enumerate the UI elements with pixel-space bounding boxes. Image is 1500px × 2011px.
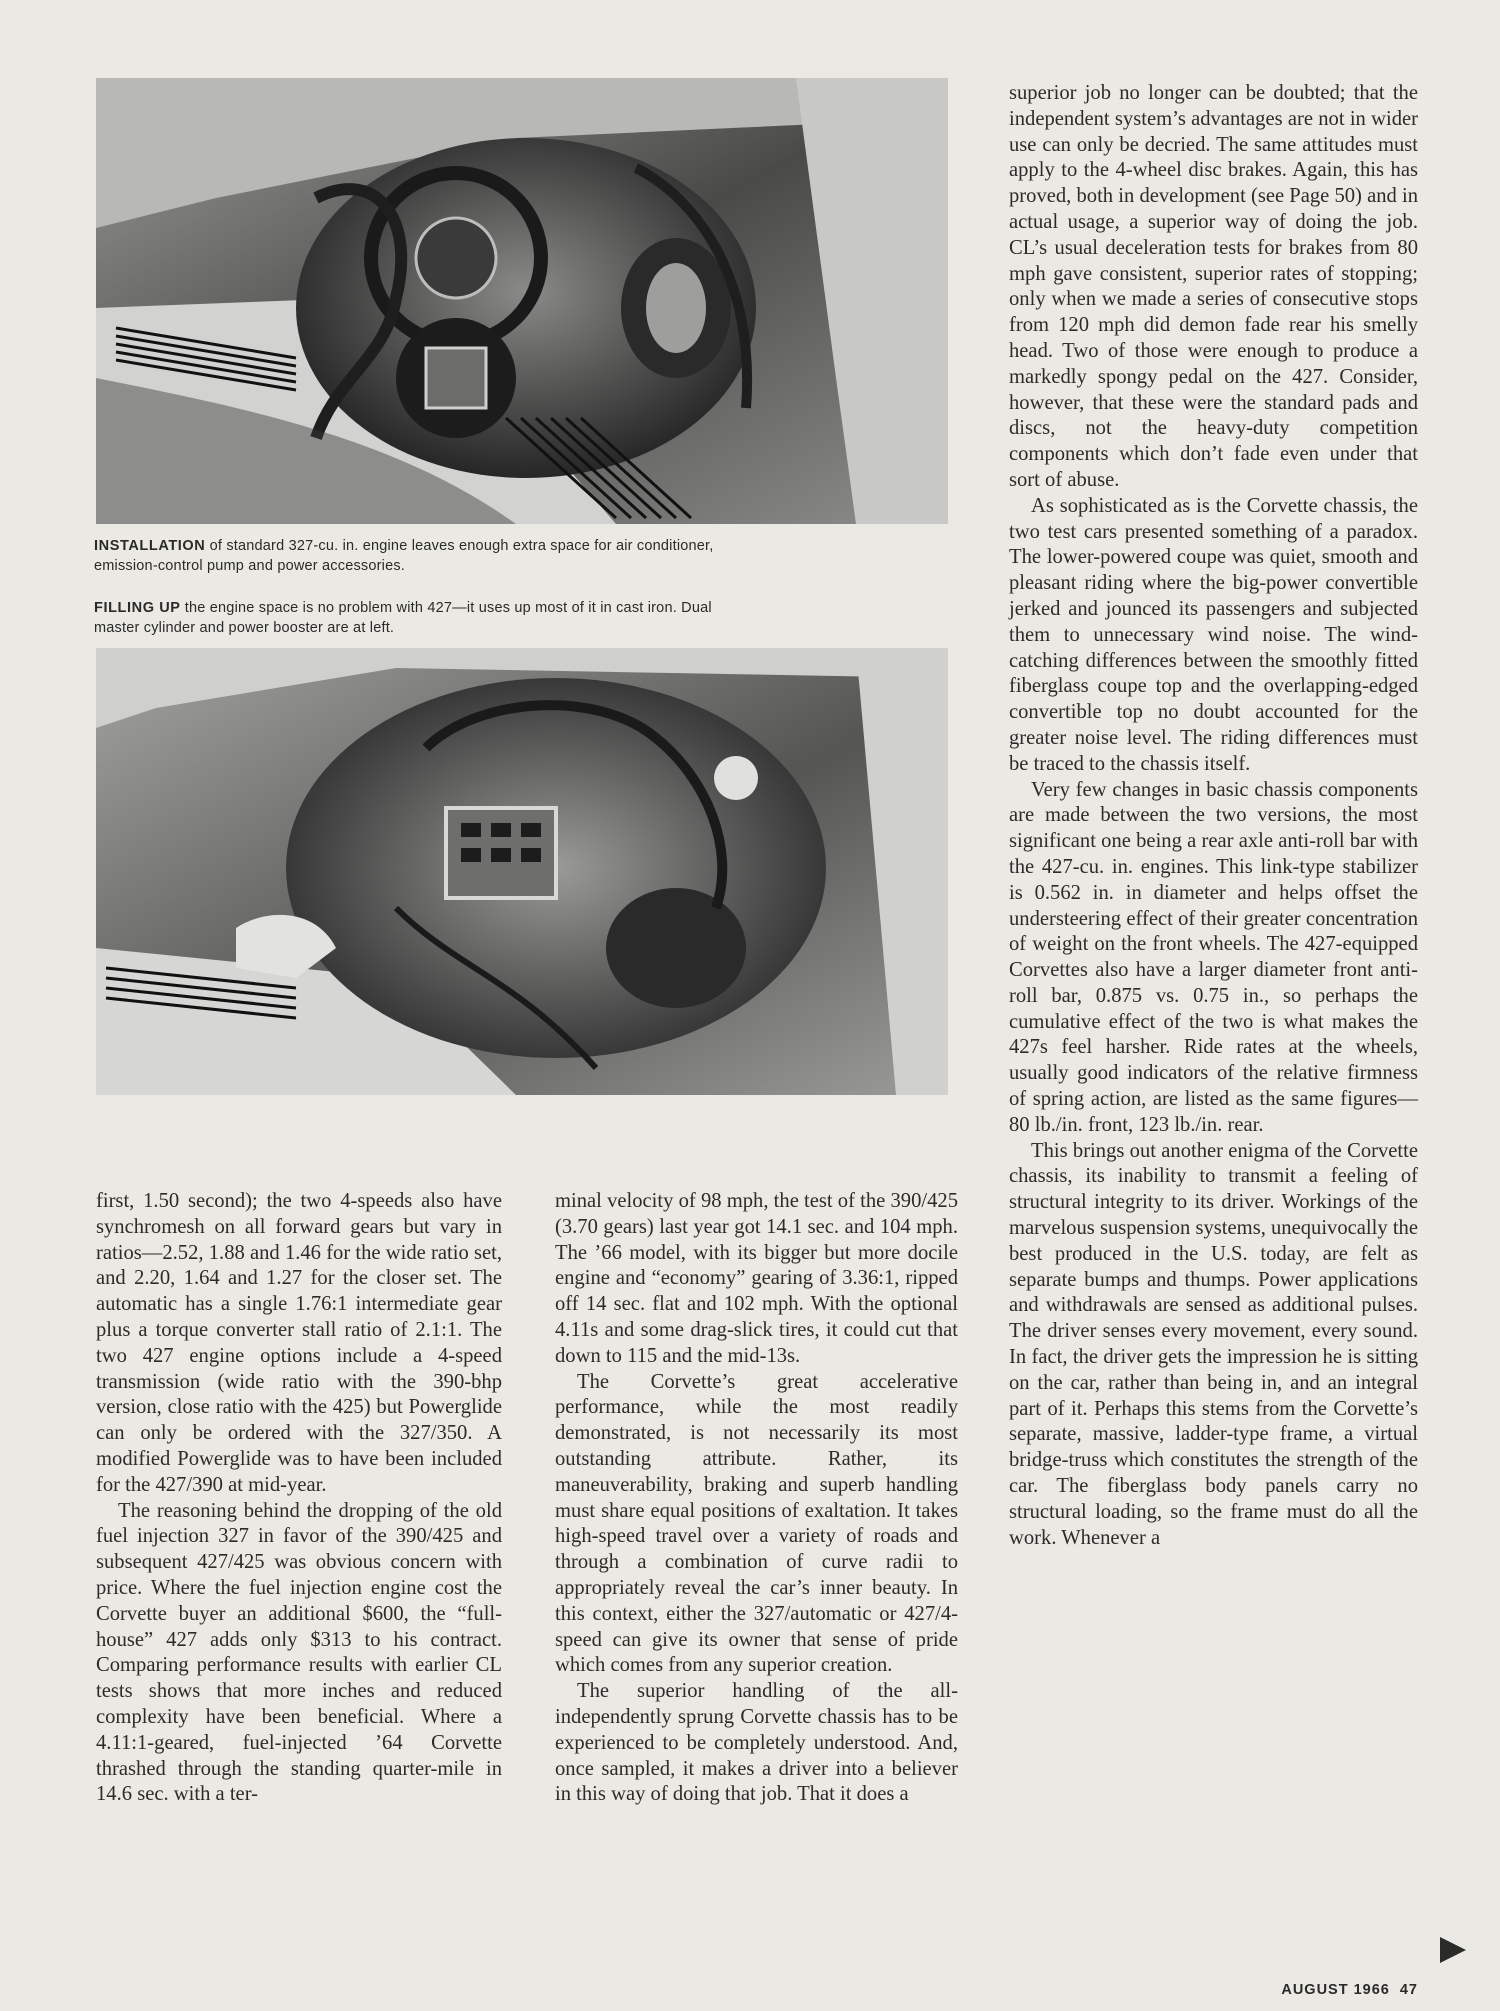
caption-installation — [94, 536, 744, 576]
paragraph: As sophisticated as is the Corvette chassis, the two test cars presented something of a paradox. The lower-powered coupe was quiet, smooth and pleasant riding where the big-power convertible jerked and jounced its passengers and subjected them to unnecessary wind noise. The wind-catching differences between the smoothly fitted fiberglass coupe top and the overlapping-edged convertible top no doubt accounted for the greater noise level. The riding differences must be traced to the chassis itself. — [1009, 494, 1418, 775]
paragraph: superior job no longer can be doubted; that the independent system’s advantages are not in wider use can only be decried. The same attitudes must apply to the 4-wheel disc brakes. Again, this has proved, both in development (see Page 50) and in actual usage, a superior way of doing the job. CL’s usual deceleration tests for brakes from 80 mph gave consistent, superior rates of stopping; only when we made a series of consecutive stops from 120 mph did demon fade rear his smelly head. Two of those were enough to produce a markedly spongy pedal on the 427. Consider, however, that these were the standard pads and discs, not the heavy-duty competition components which don’t fade even under that sort of abuse. — [1009, 82, 1418, 491]
caption-installation-lead: INSTALLATION — [94, 538, 206, 554]
paragraph: Very few changes in basic chassis components are made between the two versions, the most significant one being a rear axle anti-roll bar with the 427-cu. in. engines. This link-type stabilizer is 0.562 in. in diameter and helps offset the understeering effect of their greater concentration of weight on the front wheels. The 427-equipped Corvettes also have a larger diameter front anti-roll bar, 0.875 vs. 0.75 in., so perhaps the cumulative effect of the two is what makes the 427s feel harsher. Ride rates at the wheels, usually good indicators of the relative firmness of spring action, are listed as the same figures—80 lb./in. front, 123 lb./in. rear. — [1009, 778, 1418, 1136]
paragraph: first, 1.50 second); the two 4-speeds also have synchromesh on all forward gears but vary in ratios—2.52, 1.88 and 1.46 for the wide ratio set, and 2.20, 1.64 and 1.27 for the closer set. The automatic has a single 1.76:1 intermediate gear plus a torque converter stall ratio of 2.1:1. The two 427 engine options include a 4-speed transmission (wide ratio with the 390-bhp version, close ratio with the 425) but Powerglide can only be ordered with the 327/350. A modified Powerglide was to have been included for the 427/390 at mid-year. — [96, 1190, 502, 1496]
paragraph: The reasoning behind the dropping of the old fuel injection 327 in favor of the 390/425 and subsequent 427/425 was obvious concern with price. Where the fuel injection engine cost the Corvette buyer an additional $600, the “full-house” 427 adds only $313 to his contract. Comparing performance results with earlier CL tests shows that more inches and reduced complexity have been beneficial. Where a 4.11:1-geared, fuel-injected ’64 Corvette thrashed through the standing quarter-mile in 14.6 sec. with a ter- — [96, 1499, 502, 1806]
article-column-middle — [555, 1189, 958, 1808]
article-column-left — [96, 1189, 502, 1808]
caption-filling-lead: FILLING UP — [94, 600, 181, 616]
continue-arrow-icon — [1438, 1935, 1468, 1965]
paragraph: The superior handling of the all-independently sprung Corvette chassis has to be experienced to be completely understood. And, once sampled, it makes a driver into a believer in this way of doing that job. That it does a — [555, 1680, 958, 1806]
caption-installation-text: of standard 327-cu. in. engine leaves enough extra space for air conditioner, emission-control pump and power accessories. — [94, 538, 714, 574]
caption-filling-text: the engine space is no problem with 427—it uses up most of it in cast iron. Dual master cylinder and power booster are at left. — [94, 600, 712, 636]
engine-photo-427 — [96, 648, 948, 1095]
issue-date: AUGUST 1966 — [1281, 1982, 1390, 1998]
page-number: 47 — [1399, 1982, 1418, 1998]
paragraph: This brings out another enigma of the Corvette chassis, its inability to transmit a feeling of structural integrity to its driver. Workings of the marvelous suspension systems, unequivocally the best produced in the U.S. today, are felt as separate bumps and thumps. Power applications and withdrawals are sensed as additional pulses. The driver senses every movement, every sound. In fact, the driver gets the impression he is sitting on the car, rather than being in, and an integral part of it. Perhaps this stems from the Corvette’s separate, massive, ladder-type frame, a virtual bridge-truss which constitutes the strength of the car. The fiberglass body panels carry no structural loading, so the frame must do all the work. Whenever a — [1009, 1139, 1418, 1549]
paragraph: minal velocity of 98 mph, the test of the 390/425 (3.70 gears) last year got 14.1 sec. and 104 mph. The ’66 model, with its bigger but more docile engine and “economy” gearing of 3.36:1, ripped off 14 sec. flat and 102 mph. With the optional 4.11s and some drag-slick tires, it could cut that down to 115 and the mid-13s. — [555, 1190, 958, 1367]
page-footer — [1281, 1982, 1418, 1998]
paragraph: The Corvette’s great accelerative performance, while the most readily demonstrated, is not necessarily its most outstanding attribute. Rather, its maneuverability, braking and superb handling must share equal positions of exaltation. It takes high-speed travel over a variety of roads and through a combination of curve radii to appropriately reveal the car’s inner beauty. In this context, either the 327/automatic or 427/4-speed can give its owner that sense of pride which comes from any superior creation. — [555, 1370, 958, 1677]
engine-photo-327 — [96, 78, 948, 524]
caption-filling-up — [94, 598, 744, 638]
article-column-right — [1009, 81, 1418, 1551]
